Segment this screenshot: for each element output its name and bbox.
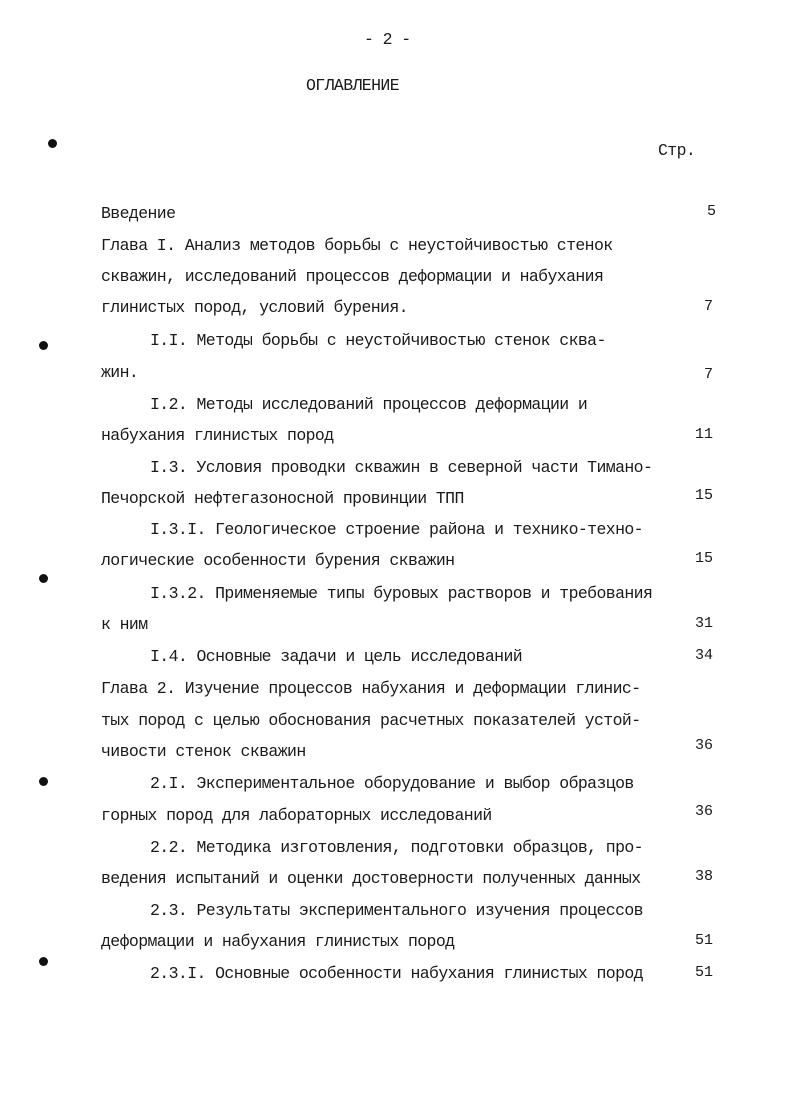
toc-line: глинистых пород, условий бурения.	[101, 298, 408, 317]
toc-line: чивости стенок скважин	[101, 742, 306, 761]
toc-page-number: 15	[694, 550, 713, 567]
punch-hole-mark	[39, 777, 48, 786]
page-number: - 2 -	[364, 30, 411, 49]
toc-line: Глава I. Анализ методов борьбы с неустойчивостью стенок	[101, 236, 613, 255]
page-column-label: Стр.	[658, 141, 696, 160]
toc-line: I.4. Основные задачи и цель исследований	[150, 647, 523, 666]
toc-line: жин.	[101, 363, 139, 382]
toc-line: тых пород с целью обоснования расчетных показателей устой-	[101, 711, 641, 730]
toc-line: 2.3.I. Основные особенности набухания глинистых пород	[150, 964, 643, 983]
punch-hole-mark	[39, 341, 48, 350]
toc-line: Введение	[101, 204, 176, 223]
toc-line: 2.2. Методика изготовления, подготовки образцов, про-	[150, 838, 643, 857]
toc-page-number: 7	[703, 366, 713, 383]
toc-line: 2.I. Экспериментальное оборудование и выбор образцов	[150, 774, 634, 793]
toc-line: набухания глинистых пород	[101, 426, 334, 445]
toc-line: ведения испытаний и оценки достоверности полученных данных	[101, 869, 641, 888]
toc-page-number: 36	[694, 737, 713, 754]
toc-page-number: 38	[694, 868, 713, 885]
toc-line: I.I. Методы борьбы с неустойчивостью стенок сква-	[150, 331, 606, 350]
toc-line: скважин, исследований процессов деформации и набухания	[101, 267, 604, 286]
toc-page-number: 51	[694, 964, 713, 981]
toc-line: Печорской нефтегазоносной провинции ТПП	[101, 489, 464, 508]
toc-page-number: 11	[694, 426, 713, 443]
toc-line: 2.3. Результаты экспериментального изучения процессов	[150, 901, 643, 920]
punch-hole-mark	[39, 957, 48, 966]
toc-page-number: 15	[694, 487, 713, 504]
toc-page-number: 51	[694, 932, 713, 949]
toc-page-number: 36	[694, 803, 713, 820]
toc-line: деформации и набухания глинистых пород	[101, 932, 455, 951]
toc-line: I.3. Условия проводки скважин в северной части Тимано-	[150, 458, 653, 477]
page-title: ОГЛАВЛЕНИЕ	[306, 76, 400, 95]
toc-line: I.3.2. Применяемые типы буровых растворов и требования	[150, 584, 653, 603]
toc-line: I.2. Методы исследований процессов деформации и	[150, 395, 588, 414]
toc-line: Глава 2. Изучение процессов набухания и деформации глинис-	[101, 679, 641, 698]
toc-line: логические особенности бурения скважин	[101, 551, 455, 570]
toc-line: к ним	[101, 615, 148, 634]
toc-page-number: 5	[706, 203, 716, 220]
toc-line: I.3.I. Геологическое строение района и технико-техно-	[150, 520, 643, 539]
toc-page-number: 7	[703, 298, 713, 315]
toc-page-number: 31	[694, 615, 713, 632]
toc-page-number: 34	[694, 647, 713, 664]
toc-line: горных пород для лабораторных исследований	[101, 806, 492, 825]
punch-hole-mark	[39, 574, 48, 583]
punch-hole-mark	[48, 139, 57, 148]
